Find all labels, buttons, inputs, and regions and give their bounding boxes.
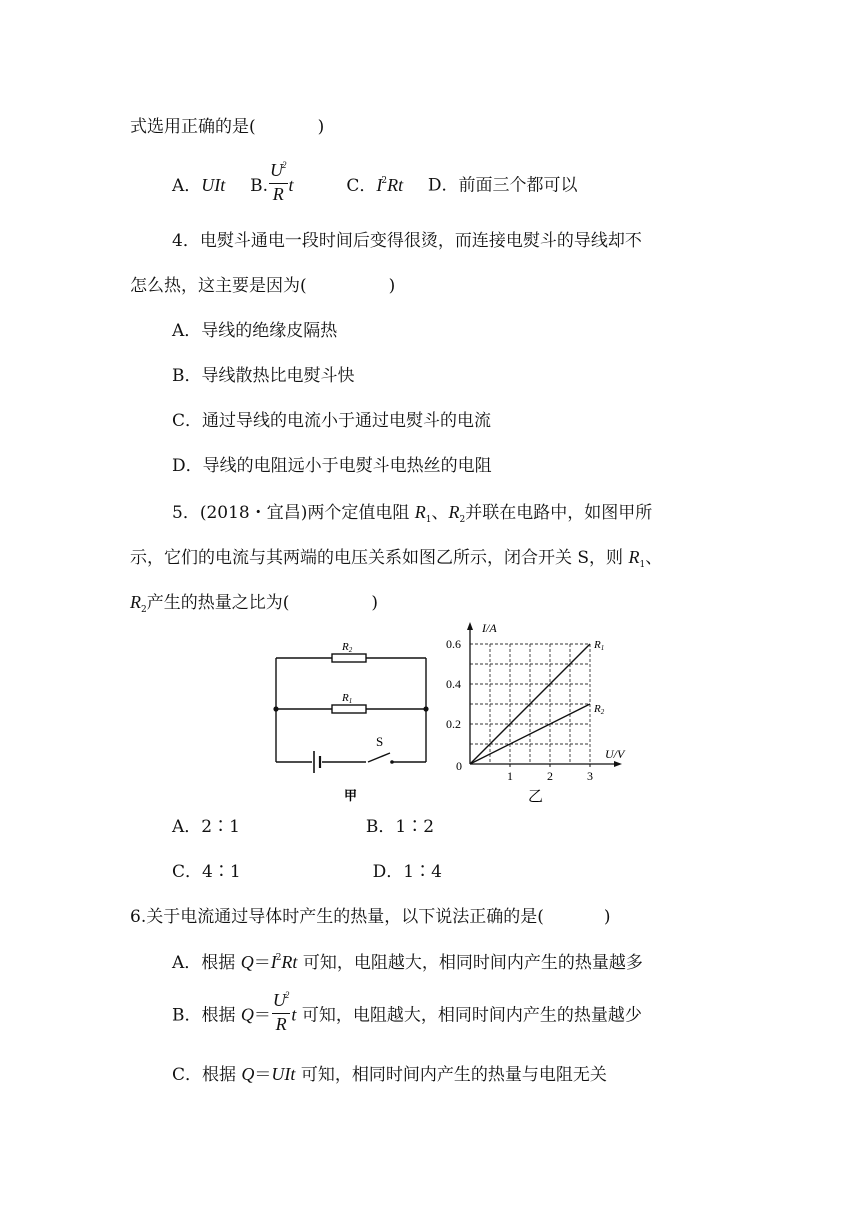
y-tick-label: 0.4 [446, 677, 461, 691]
q6-option-a: A．根据 $Q=I^2Rt$ 可知，电阻越大，相同时间内产生的热量越多 [172, 952, 643, 973]
series-label-r2: R2 [594, 703, 605, 716]
caption-jia: 甲 [344, 788, 358, 803]
circuit-diagram [270, 636, 440, 808]
resistor-r2 [332, 654, 366, 662]
caption-yi: 乙 [528, 789, 544, 805]
x-axis-label: U/V [605, 747, 625, 761]
q3-option-a: A．UIt [172, 174, 226, 196]
q5-options-row2 [172, 860, 442, 884]
r1-label: R1 [342, 692, 353, 705]
switch-label: S [376, 734, 384, 749]
junction-right [423, 706, 428, 711]
q5-stem-line2: 示，它们的电流与其两端的电压关系如图乙所示，闭合开关 S，则 $R_1$、 [130, 547, 663, 570]
q6-option-c: C．根据 Q＝UIt 可知，相同时间内产生的热量与电阻无关 [172, 1064, 607, 1085]
x-tick-label: 1 [507, 769, 513, 783]
q3-option-b: B. $\frac{U^2}{R}$ t [250, 160, 294, 204]
r2-label: R2 [342, 641, 353, 654]
q5-options-row1 [172, 815, 434, 839]
y-tick-label: 0.6 [446, 637, 461, 651]
q5-option-c: C．4∶1 [172, 862, 241, 882]
q6-option-b: B．根据 Q＝ $\frac{U^2}{R}$ t 可知，电阻越大，相同时间内产生的热量越少 [172, 990, 642, 1034]
switch-contact [390, 760, 394, 764]
q5-option-b: B．1∶2 [365, 817, 435, 837]
q5-stem-line3: $R_2$产生的热量之比为( ) [130, 592, 379, 615]
q5-stem-line1: 5．(2018・宜昌)两个定值电阻 $R_1$、$R_2$并联在电路中，如图甲所 [172, 502, 653, 525]
q3-option-d: D．前面三个都可以 [427, 175, 578, 196]
x-tick-label: 2 [547, 769, 553, 783]
q5-option-a: A．2∶1 [172, 817, 240, 837]
y-axis-label: I/A [482, 621, 497, 635]
y-tick-label: 0.2 [446, 717, 461, 731]
q4-stem-line1: 4．电熨斗通电一段时间后变得很烫，而连接电熨斗的导线却不 [172, 231, 642, 251]
q4-option-b: B．导线散热比电熨斗快 [172, 366, 355, 386]
q3-stem-tail: 式选用正确的是( ) [130, 117, 325, 137]
q4-stem-line2: 怎么热，这主要是因为( ) [130, 276, 396, 296]
iu-graph [440, 618, 640, 808]
q3-option-c: C．$I^2Rt$ [346, 174, 404, 196]
q3-options [172, 160, 578, 209]
y-axis-arrow [467, 622, 473, 630]
junction-left [273, 706, 278, 711]
q4-option-c: C．通过导线的电流小于通过电熨斗的电流 [172, 411, 492, 431]
x-tick-label: 3 [587, 769, 593, 783]
series-label-r1: R1 [594, 639, 605, 652]
q5-option-d: D．1∶4 [372, 862, 442, 882]
switch-blade [368, 753, 390, 762]
origin-label: 0 [456, 759, 462, 773]
resistor-r1 [332, 705, 366, 713]
q4-option-a: A．导线的绝缘皮隔热 [172, 321, 338, 341]
q4-option-d: D．导线的电阻远小于电熨斗电热丝的电阻 [172, 456, 492, 476]
q6-stem: 6.关于电流通过导体时产生的热量，以下说法正确的是( ) [130, 907, 611, 927]
x-axis-arrow [614, 761, 622, 767]
